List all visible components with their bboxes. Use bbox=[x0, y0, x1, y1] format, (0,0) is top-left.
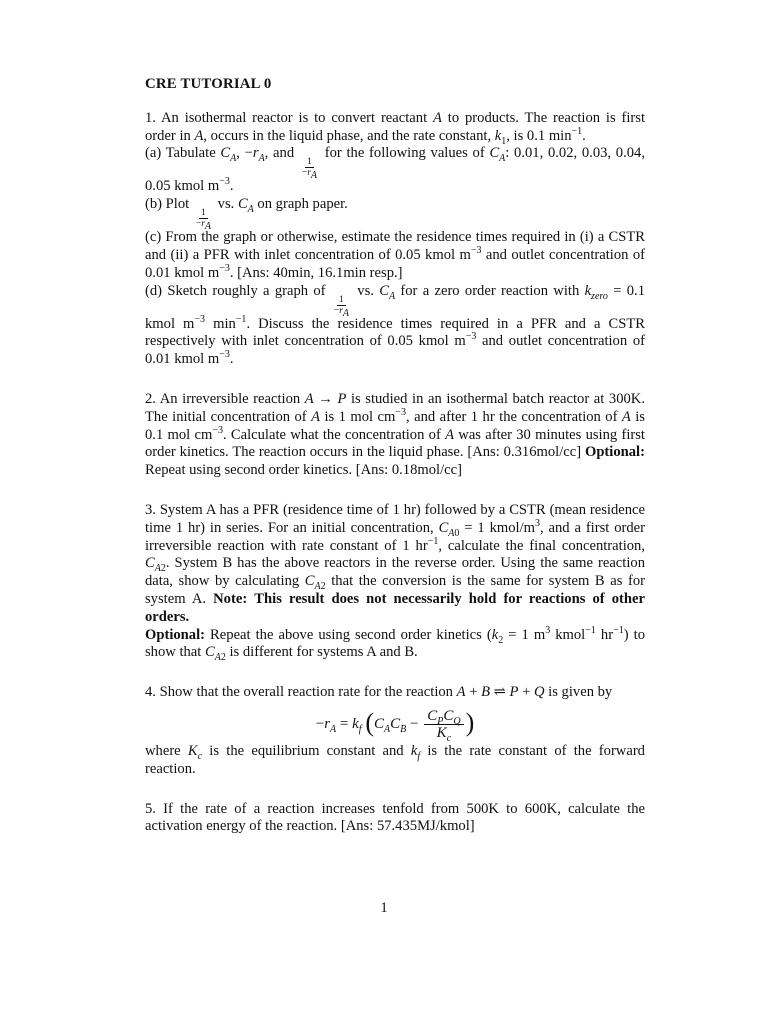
optional-label: Optional: bbox=[145, 626, 206, 643]
tutorial-content bbox=[145, 76, 645, 836]
question-1-part-b: (b) Plot $\frac{1}{-r_A}$ vs. $C_A$ on graph paper. bbox=[145, 196, 348, 233]
page-number: 1 bbox=[380, 900, 388, 916]
note-label: Note: bbox=[213, 590, 248, 607]
question-4 bbox=[145, 684, 645, 778]
question-3 bbox=[145, 502, 645, 662]
fraction: $\frac{1}{-r_A}$ bbox=[195, 208, 212, 233]
question-5-text: 5. If the rate of a reaction increases tenfold from 500K to 600K, calculate the activation energy of the reaction. [Ans: 57.435MJ/kmol] bbox=[145, 800, 645, 835]
optional-label: Optional: bbox=[584, 444, 645, 461]
question-5-answer: [Ans: 57.435MJ/kmol] bbox=[340, 818, 475, 835]
equilibrium-fraction: $\frac{C_PC_Q}{K_c}$ bbox=[424, 708, 463, 741]
page-title: CRE TUTORIAL 0 bbox=[145, 76, 272, 92]
question-2-optional: Repeat using second order kinetics. bbox=[145, 462, 353, 479]
note-text: This result does not necessarily hold for reactions of other orders. bbox=[145, 590, 645, 625]
question-2 bbox=[145, 391, 645, 480]
question-1-part-d: (d) Sketch roughly a graph of $\frac{1}{-r_A}$ vs. $C_A$ for a zero order reaction with $k_{zero} = 0.1$ kmol $m^{-3}$ $\min^{-1}$. Discuss the residence times required in a PFR and a CSTR respectively with inlet concentration of 0.05 kmol $m^{-3}$ and outlet concentration of 0.01 kmol $m^{-3}$. bbox=[145, 282, 645, 368]
rate-equation: $-r_A = k_f$ ($C_AC_B$ − $\frac{C_PC_Q}{K_c}$ ) bbox=[315, 707, 475, 744]
question-1 bbox=[145, 110, 645, 369]
question-4-outro: where $K_c$ is the equilibrium constant and $k_f$ is the rate constant of the forward reaction. bbox=[145, 742, 645, 777]
question-1-part-a: (a) Tabulate $C_A$, $-r_A$, and $\frac{1}{-r_A}$ for the following values of $C_A$: 0.01, 0.02, 0.03, 0.04, 0.05 kmol $m^{-3}$. bbox=[145, 145, 645, 195]
question-3-optional: Optional: Repeat the above using second order kinetics ($k_2 = 1$ $m^3$ kmol$^{-1}$ $hr^{-1}$) to show that $C_{A2}$ is different for systems A and B. bbox=[145, 624, 645, 664]
question-1-part-c: (c) From the graph or otherwise, estimate the residence times required in (i) a CSTR and (ii) a PFR with inlet concentration of 0.05 kmol $m^{-3}$ and outlet concentration of 0.01 kmol $m^{-3}$. [Ans: 40min, 16.1min resp.] bbox=[145, 229, 645, 281]
question-4-intro: 4. Show that the overall reaction rate for the reaction A + B ⇌ P + Q is given by bbox=[145, 684, 613, 701]
fraction: $\frac{1}{-r_A}$ bbox=[333, 294, 349, 319]
question-1-intro: 1. An isothermal reactor is to convert reactant A to products. The reaction is first order in A, occurs in the liquid phase, and the rate constant, $k_1$, is 0.1 $\min^{-1}$. bbox=[145, 109, 646, 147]
fraction: $\frac{1}{-r_A}$ bbox=[301, 157, 318, 182]
question-1-answer: [Ans: 40min, 16.1min resp.] bbox=[237, 264, 403, 281]
question-3-text: 3. System A has a PFR (residence time of 1 hr) followed by a CSTR (mean residence time 1 hr) in series. For an initial concentration, $C_{A0} = 1$ kmol/$m^3$, and a first order irreversible reaction with rate constant of 1 $hr^{-1}$, calculate the final concentration, $C_{A2}$. System B has the above reactors in the reverse order. Using the same reaction data, show by calculating $C_{A2}$ that the conversion is the same for system B as for system A. Note: This result does not necessarily hold for reactions of other orders. bbox=[145, 501, 646, 625]
question-5 bbox=[145, 801, 645, 837]
question-2-answer-2: [Ans: 0.18mol/cc] bbox=[355, 462, 462, 479]
question-2-answer: [Ans: 0.316mol/cc] bbox=[467, 444, 582, 461]
question-2-text: 2. An irreversible reaction A → P is studied in an isothermal batch reactor at 300K. The initial concentration of A is 1 mol $cm^{-3}$, and after 1 hr the concentration of A is 0.1 mol $cm^{-3}$. Calculate what the concentration of A was after 30 minutes using first order kinetics. The reaction occurs in the liquid phase. [Ans: 0.316mol/cc] Optional: Repeat using second order kinetics. [Ans: 0.18mol/cc] bbox=[145, 390, 645, 479]
